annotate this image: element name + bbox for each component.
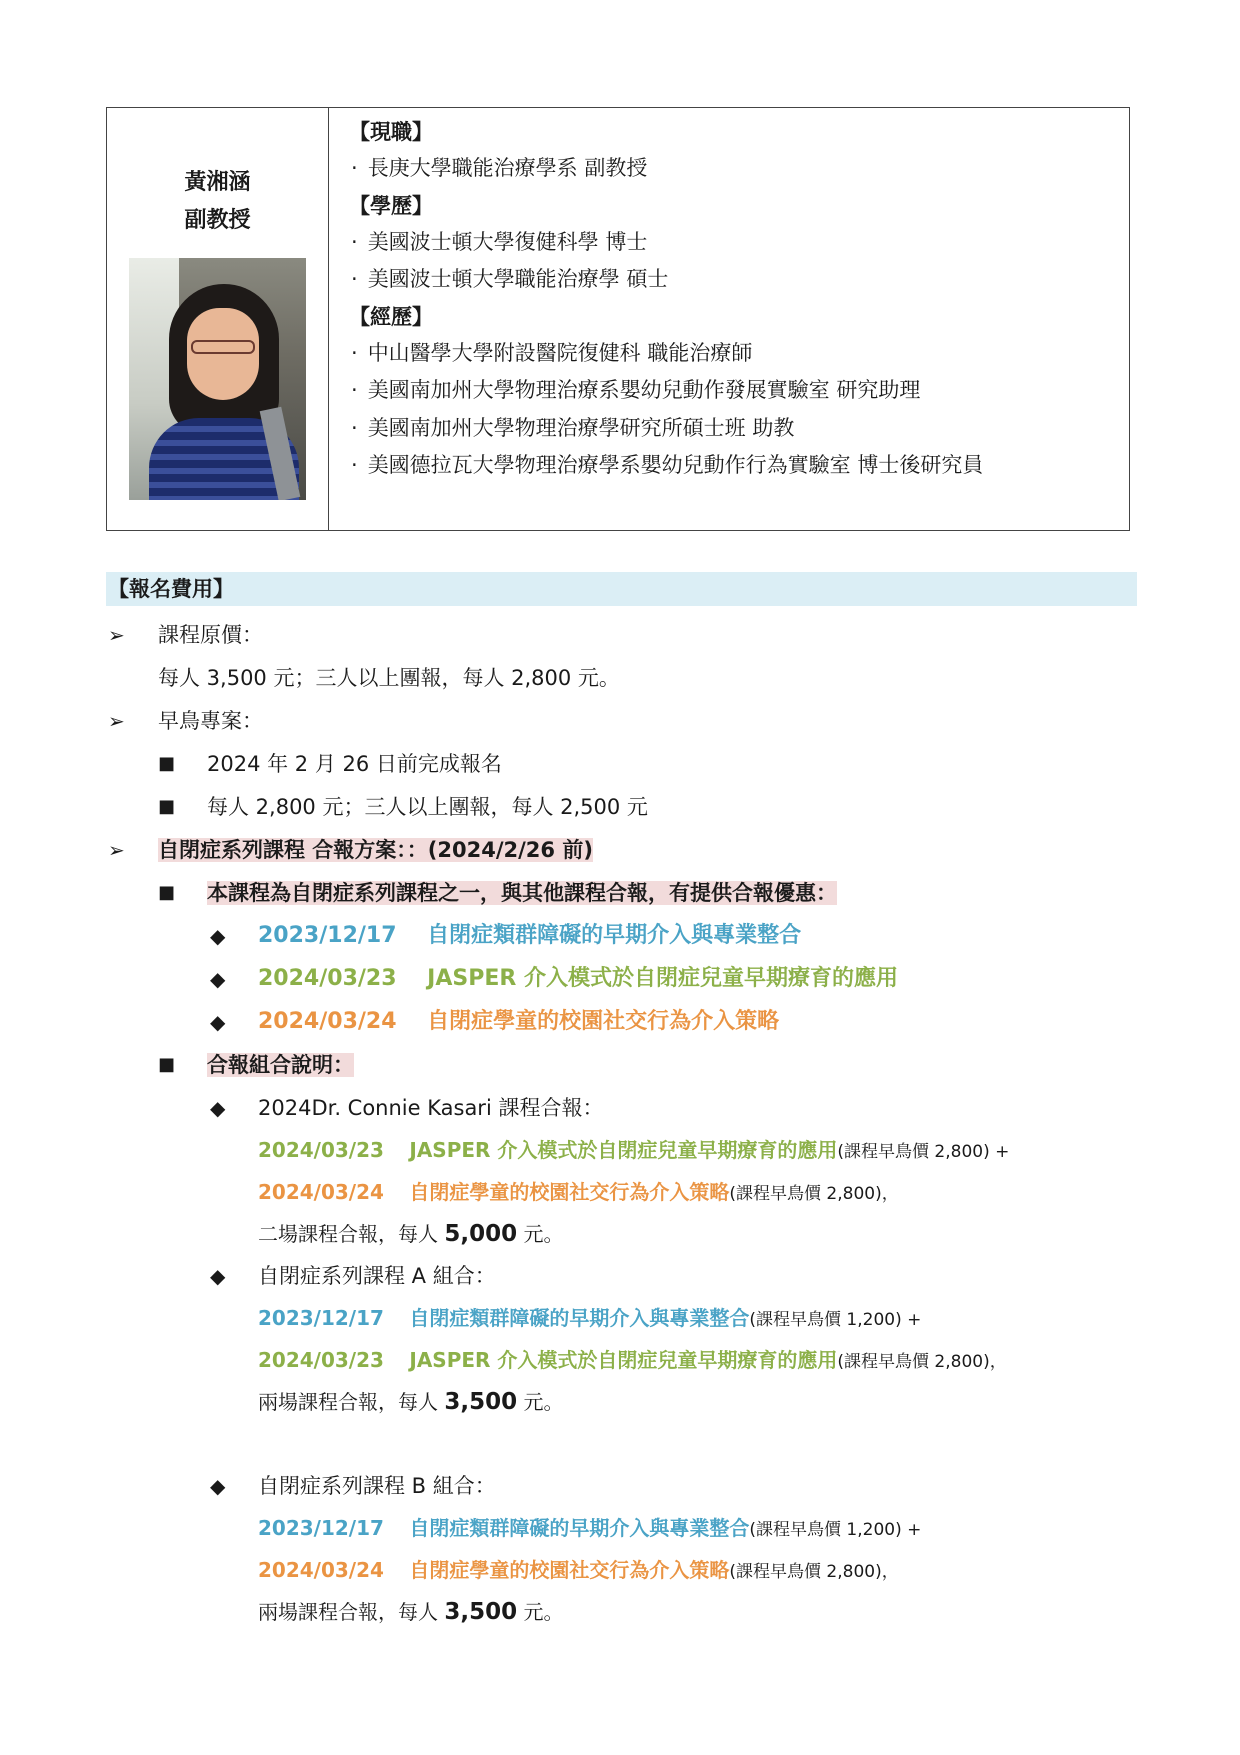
section-heading-current: 【現職】 <box>349 120 433 144</box>
square-bullet-icon: ■ <box>158 753 176 774</box>
package-name: 自閉症系列課程 B 組合： <box>258 1474 496 1498</box>
package-total: 兩場課程合報，每人 3,500 元。 <box>258 1599 564 1625</box>
original-price-label: 課程原價： <box>158 623 263 647</box>
course-title: 自閉症類群障礙的早期介入與專業整合 <box>427 923 802 948</box>
package-total: 兩場課程合報，每人 3,500 元。 <box>258 1389 564 1415</box>
credential-item: · 美國南加州大學物理治療學研究所碩士班 助教 <box>349 410 1129 448</box>
package-course-line: 2024/03/23 JASPER 介入模式於自閉症兒童早期療育的應用(課程早鳥價 2,800) + <box>258 1138 1010 1162</box>
instructor-title: 副教授 <box>184 208 251 233</box>
square-bullet-icon: ■ <box>158 1054 176 1075</box>
package-total: 二場課程合報，每人 5,000 元。 <box>258 1221 564 1247</box>
package-name: 自閉症系列課程 A 組合： <box>258 1264 496 1288</box>
combo-intro-text: 本課程為自閉症系列課程之一，與其他課程合報，有提供合報優惠： <box>207 881 837 905</box>
diamond-bullet-icon: ◆ <box>210 967 226 991</box>
credential-item: · 美國南加州大學物理治療系嬰幼兒動作發展實驗室 研究助理 <box>349 372 1129 410</box>
arrow-bullet-icon: ➢ <box>108 838 125 862</box>
original-price-detail: 每人 3,500 元；三人以上團報，每人 2,800 元。 <box>158 666 620 690</box>
early-bird-label: 早鳥專案： <box>158 709 263 733</box>
credential-item: · 美國波士頓大學復健科學 博士 <box>349 224 1129 262</box>
credential-item: · 美國德拉瓦大學物理治療學系嬰幼兒動作行為實驗室 博士後研究員 <box>349 447 1129 485</box>
course-date: 2024/03/24 <box>258 1009 397 1034</box>
package-total-amount: 5,000 <box>444 1221 518 1247</box>
combo-description-label: 合報組合說明： <box>207 1053 354 1077</box>
credential-item: · 中山醫學大學附設醫院復健科 職能治療師 <box>349 335 1129 373</box>
square-bullet-icon: ■ <box>158 796 176 817</box>
arrow-bullet-icon: ➢ <box>108 709 125 733</box>
instructor-profile-table <box>106 107 1130 531</box>
course-item-3 <box>258 1008 779 1036</box>
credential-item: · 長庚大學職能治療學系 副教授 <box>349 150 1129 188</box>
package-name: 2024Dr. Connie Kasari 課程合報： <box>258 1096 604 1120</box>
instructor-photo <box>129 258 306 500</box>
course-item-1 <box>258 922 801 950</box>
package-total-amount: 3,500 <box>444 1389 518 1415</box>
arrow-bullet-icon: ➢ <box>108 623 125 647</box>
diamond-bullet-icon: ◆ <box>210 1264 226 1288</box>
package-course-line: 2024/03/24 自閉症學童的校園社交行為介入策略(課程早鳥價 2,800)， <box>258 1180 899 1204</box>
package-course-line: 2024/03/24 自閉症學童的校園社交行為介入策略(課程早鳥價 2,800)， <box>258 1558 899 1582</box>
early-bird-item: 2024 年 2 月 26 日前完成報名 <box>207 752 502 776</box>
package-course-line: 2024/03/23 JASPER 介入模式於自閉症兒童早期療育的應用(課程早鳥價 2,800)， <box>258 1348 1007 1372</box>
course-title: JASPER 介入模式於自閉症兒童早期療育的應用 <box>427 966 898 991</box>
combo-plan-label: 自閉症系列課程 合報方案：：(2024/2/26 前) <box>158 838 593 862</box>
section-heading-experience: 【經歷】 <box>349 304 433 329</box>
course-title: 自閉症學童的校園社交行為介入策略 <box>427 1009 780 1034</box>
diamond-bullet-icon: ◆ <box>210 1096 226 1120</box>
credential-item: · 美國波士頓大學職能治療學 碩士 <box>349 261 1129 299</box>
diamond-bullet-icon: ◆ <box>210 1010 226 1034</box>
instructor-identity-cell <box>107 108 329 530</box>
package-total-amount: 3,500 <box>444 1599 518 1625</box>
early-bird-item: 每人 2,800 元；三人以上團報，每人 2,500 元 <box>207 795 648 819</box>
fees-section-header: 【報名費用】 <box>106 572 1137 606</box>
square-bullet-icon: ■ <box>158 882 176 903</box>
course-date: 2023/12/17 <box>258 923 397 948</box>
course-item-2 <box>258 965 898 993</box>
diamond-bullet-icon: ◆ <box>210 924 226 948</box>
instructor-name: 黃湘涵 <box>184 170 251 195</box>
section-heading-education: 【學歷】 <box>349 193 433 218</box>
instructor-credentials-cell <box>329 108 1129 530</box>
package-course-line: 2023/12/17 自閉症類群障礙的早期介入與專業整合(課程早鳥價 1,200) + <box>258 1516 922 1540</box>
package-course-line: 2023/12/17 自閉症類群障礙的早期介入與專業整合(課程早鳥價 1,200) + <box>258 1306 922 1330</box>
course-date: 2024/03/23 <box>258 966 397 991</box>
diamond-bullet-icon: ◆ <box>210 1474 226 1498</box>
